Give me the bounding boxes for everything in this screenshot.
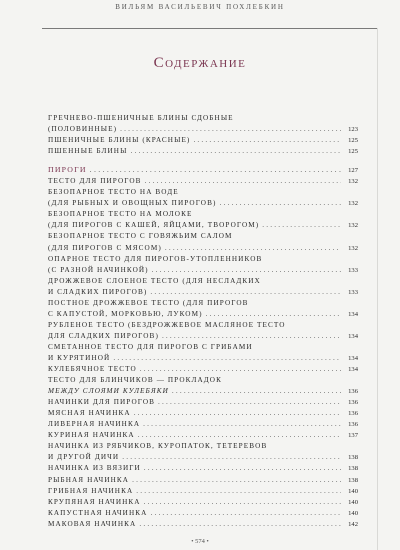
toc-page-number: 134 [348, 332, 358, 340]
toc-entry-title: (ДЛЯ РЫБНЫХ И ОВОЩНЫХ ПИРОГОВ) [48, 199, 217, 208]
dot-leader [138, 430, 341, 441]
toc-entry [48, 475, 358, 486]
toc-entry-line: СМЕТАННОЕ ТЕСТО ДЛЯ ПИРОГОВ С ГРИБАМИ [48, 342, 253, 351]
toc-entry [48, 508, 358, 519]
toc-entry-title: (ДЛЯ ПИРОГОВ С КАШЕЙ, ЯЙЦАМИ, ТВОРОГОМ) [48, 221, 260, 230]
toc-page-number: 132 [348, 200, 358, 208]
toc-page-number: 140 [348, 487, 358, 495]
toc-entry-title: (С РАЗНОЙ НАЧИНКОЙ) [48, 265, 149, 274]
toc-entry [48, 209, 358, 231]
toc-entry-line: НАЧИНКА ИЗ РЯБЧИКОВ, КУРОПАТОК, ТЕТЕРЕВОВ [48, 442, 268, 451]
toc-page-number: 133 [348, 288, 358, 296]
toc-entry [48, 463, 358, 474]
toc-entry-line: ГРЕЧНЕВО-ПШЕНИЧНЫЕ БЛИНЫ СДОБНЫЕ [48, 114, 234, 122]
toc-entry [48, 375, 358, 397]
dot-leader [134, 408, 341, 419]
toc-entry-line: БЕЗОПАРНОЕ ТЕСТО НА ВОДЕ [48, 188, 179, 197]
toc-entry-line: РУБЛЕНОЕ ТЕСТО (БЕЗДРОЖЖЕВОЕ МАСЛЯНОЕ ТЕСТО [48, 320, 286, 329]
dot-leader [193, 135, 341, 146]
toc-entry-title: МАКОВАЯ НАЧИНКА [48, 519, 137, 528]
toc-entry [48, 497, 358, 508]
toc-page-number: 134 [348, 310, 358, 318]
dot-leader [113, 353, 341, 364]
dot-leader [262, 220, 341, 231]
toc-entry [48, 419, 358, 430]
toc-entry [48, 408, 358, 419]
dot-leader [144, 463, 341, 474]
toc-entry-title: ПИРОГИ [48, 165, 87, 175]
dot-leader [120, 124, 341, 135]
toc-entry-line: БЕЗОПАРНОЕ ТЕСТО НА МОЛОКЕ [48, 210, 193, 219]
toc-entry [48, 486, 358, 497]
toc-page-number: 136 [348, 399, 358, 407]
toc-page-number: 140 [348, 509, 358, 517]
toc-page-number: 136 [348, 410, 358, 418]
toc-page-number: 134 [348, 366, 358, 374]
table-of-contents [48, 113, 358, 530]
toc-entry-title: С КАПУСТОЙ, МОРКОВЬЮ, ЛУКОМ) [48, 309, 203, 318]
dot-leader [132, 475, 341, 486]
toc-entry [48, 298, 358, 320]
toc-entry-title: КАПУСТНАЯ НАЧИНКА [48, 508, 148, 517]
toc-entry-title: ГРИБНАЯ НАЧИНКА [48, 486, 134, 495]
dot-leader [145, 176, 341, 187]
dot-leader [143, 419, 341, 430]
toc-entry [48, 276, 358, 298]
dot-leader [150, 287, 341, 298]
toc-entry-title: РЫБНАЯ НАЧИНКА [48, 475, 130, 484]
toc-page-number: 137 [348, 432, 358, 440]
dot-leader [158, 397, 341, 408]
toc-page-number: 127 [348, 167, 358, 175]
dot-leader [165, 243, 341, 254]
dot-leader [162, 331, 341, 342]
toc-page-number: 132 [348, 222, 358, 230]
header-rule [42, 28, 378, 29]
toc-page-number: 136 [348, 388, 358, 396]
dot-leader [144, 497, 341, 508]
toc-entry [48, 187, 358, 209]
dot-leader [219, 198, 341, 209]
dot-leader [150, 508, 341, 519]
toc-page-number: 123 [348, 126, 358, 134]
toc-entry-title: И КУРЯТИНОЙ [48, 353, 111, 362]
toc-entry [48, 519, 358, 530]
dot-leader [152, 265, 341, 276]
toc-page-number: 125 [348, 137, 358, 145]
toc-page-number: 138 [348, 465, 358, 473]
toc-entry-title: НАЧИНКИ ДЛЯ ПИРОГОВ [48, 398, 156, 407]
toc-entry-title: НАЧИНКА ИЗ ВЯЗИГИ [48, 464, 141, 473]
toc-page-number: 133 [348, 266, 358, 274]
toc-entry [48, 320, 358, 342]
dot-leader [140, 364, 341, 375]
toc-entry-title: ЛИВЕРНАЯ НАЧИНКА [48, 420, 141, 429]
toc-page-number: 132 [348, 178, 358, 186]
toc-entry [48, 146, 358, 157]
toc-page-number: 142 [348, 520, 358, 528]
toc-entry-title: ДЛЯ СЛАДКИХ ПИРОГОВ) [48, 331, 159, 340]
toc-entry [48, 397, 358, 408]
page-edge-line [377, 28, 378, 550]
toc-page-number: 138 [348, 476, 358, 484]
toc-entry-title: ТЕСТО ДЛЯ ПИРОГОВ [48, 177, 142, 186]
toc-entry-title: ПШЕННЫЕ БЛИНЫ [48, 147, 128, 156]
toc-entry-title: И ДРУГОЙ ДИЧИ [48, 453, 120, 462]
toc-page-number: 132 [348, 244, 358, 252]
dot-leader [136, 486, 341, 497]
toc-entry-line: ДРОЖЖЕВОЕ СЛОЕНОЕ ТЕСТО (ДЛЯ НЕСЛАДКИХ [48, 276, 261, 285]
toc-entry [48, 231, 358, 253]
toc-section-heading [48, 164, 358, 176]
toc-entry-title: И СЛАДКИХ ПИРОГОВ) [48, 287, 148, 296]
dot-leader [206, 309, 341, 320]
toc-entry-title: МЯСНАЯ НАЧИНКА [48, 409, 131, 418]
toc-entry-line: ТЕСТО ДЛЯ БЛИНЧИКОВ — ПРОКЛАДОК [48, 376, 222, 385]
running-head: ВИЛЬЯМ ВАСИЛЬЕВИЧ ПОХЛЕБКИН [115, 3, 285, 11]
toc-page-number: 136 [348, 421, 358, 429]
dot-leader [172, 386, 341, 397]
spacer [48, 157, 358, 164]
dot-leader [130, 146, 341, 157]
page-title: Содержание [153, 55, 247, 71]
toc-entry-title: КРУПЯНАЯ НАЧИНКА [48, 497, 141, 506]
page-number: • 574 • [191, 538, 209, 545]
toc-entry-title: ПШЕНИЧНЫЕ БЛИНЫ (КРАСНЫЕ) [48, 136, 191, 145]
toc-entry [48, 364, 358, 375]
toc-page-number: 138 [348, 454, 358, 462]
toc-entry-line: ОПАРНОЕ ТЕСТО ДЛЯ ПИРОГОВ-УТОПЛЕННИКОВ [48, 254, 263, 263]
toc-entry-line: БЕЗОПАРНОЕ ТЕСТО С ГОВЯЖЬИМ САЛОМ [48, 232, 233, 241]
toc-entry-title: (ДЛЯ ПИРОГОВ С МЯСОМ) [48, 243, 162, 252]
toc-entry [48, 176, 358, 187]
toc-entry [48, 342, 358, 364]
toc-entry-title: МЕЖДУ СЛОЯМИ КУЛЕБЯКИ [48, 387, 169, 396]
toc-entry [48, 254, 358, 276]
toc-entry-title: (ПОЛОВИННЫЕ) [48, 125, 118, 134]
dot-leader [90, 164, 341, 175]
toc-entry-title: КУРИНАЯ НАЧИНКА [48, 431, 135, 440]
toc-entry [48, 135, 358, 146]
toc-entry [48, 430, 358, 441]
toc-entry-title: КУЛЕБЯЧНОЕ ТЕСТО [48, 365, 137, 374]
toc-page-number: 125 [348, 148, 358, 156]
dot-leader [122, 452, 341, 463]
toc-page-number: 134 [348, 354, 358, 362]
toc-page-number: 140 [348, 498, 358, 506]
toc-entry-line: ПОСТНОЕ ДРОЖЖЕВОЕ ТЕСТО (ДЛЯ ПИРОГОВ [48, 298, 249, 307]
toc-entry [48, 113, 358, 135]
dot-leader [139, 519, 341, 530]
toc-entry [48, 441, 358, 463]
